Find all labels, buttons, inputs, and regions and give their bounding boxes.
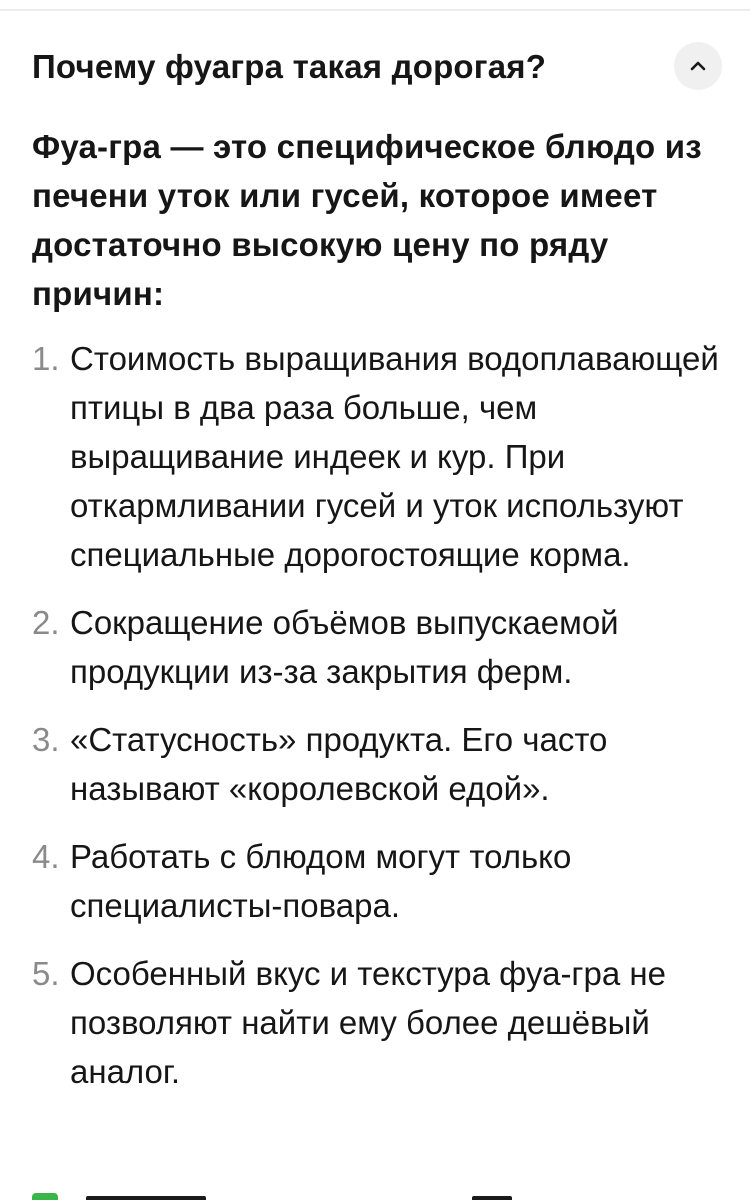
list-item — [32, 715, 722, 813]
list-item — [32, 832, 722, 930]
top-divider — [0, 9, 750, 11]
list-item-text: Особенный вкус и текстура фуа-гра не позволяют найти ему более дешёвый аналог. — [70, 955, 666, 1090]
collapse-button[interactable] — [674, 42, 722, 90]
cropped-text — [86, 1196, 206, 1200]
list-item-text: Работать с блюдом могут только специалисты-повара. — [70, 838, 572, 924]
list-item-text: Сокращение объёмов выпускаемой продукции из-за закрытия ферм. — [70, 604, 619, 690]
faq-answer — [32, 122, 722, 1115]
list-item-number: 3. — [32, 721, 60, 758]
list-item-number: 5. — [32, 955, 60, 992]
faq-item-header[interactable] — [32, 40, 722, 96]
answer-intro: Фуа-гра — это специфическое блюдо из печени уток или гусей, которое имеет достаточно высокую цену по ряду причин: — [32, 128, 702, 312]
list-item-number: 2. — [32, 604, 60, 641]
list-item — [32, 598, 722, 696]
list-item — [32, 949, 722, 1096]
reasons-list — [32, 334, 722, 1096]
list-item-text: Стоимость выращивания водоплавающей птицы в два раза больше, чем выращивание индеек и кур. При откармливании гусей и уток используют специальные дорогостоящие корма. — [70, 340, 719, 573]
faq-question-title: Почему фуагра такая дорогая? — [32, 48, 547, 85]
green-badge-icon — [32, 1193, 58, 1200]
list-item-number: 1. — [32, 340, 60, 377]
list-item-text: «Статусность» продукта. Его часто называют «королевской едой». — [70, 721, 608, 807]
list-item-number: 4. — [32, 838, 60, 875]
chevron-up-icon — [688, 56, 708, 76]
list-item — [32, 334, 722, 579]
cropped-text — [472, 1196, 512, 1200]
next-section-peek — [32, 1190, 722, 1200]
